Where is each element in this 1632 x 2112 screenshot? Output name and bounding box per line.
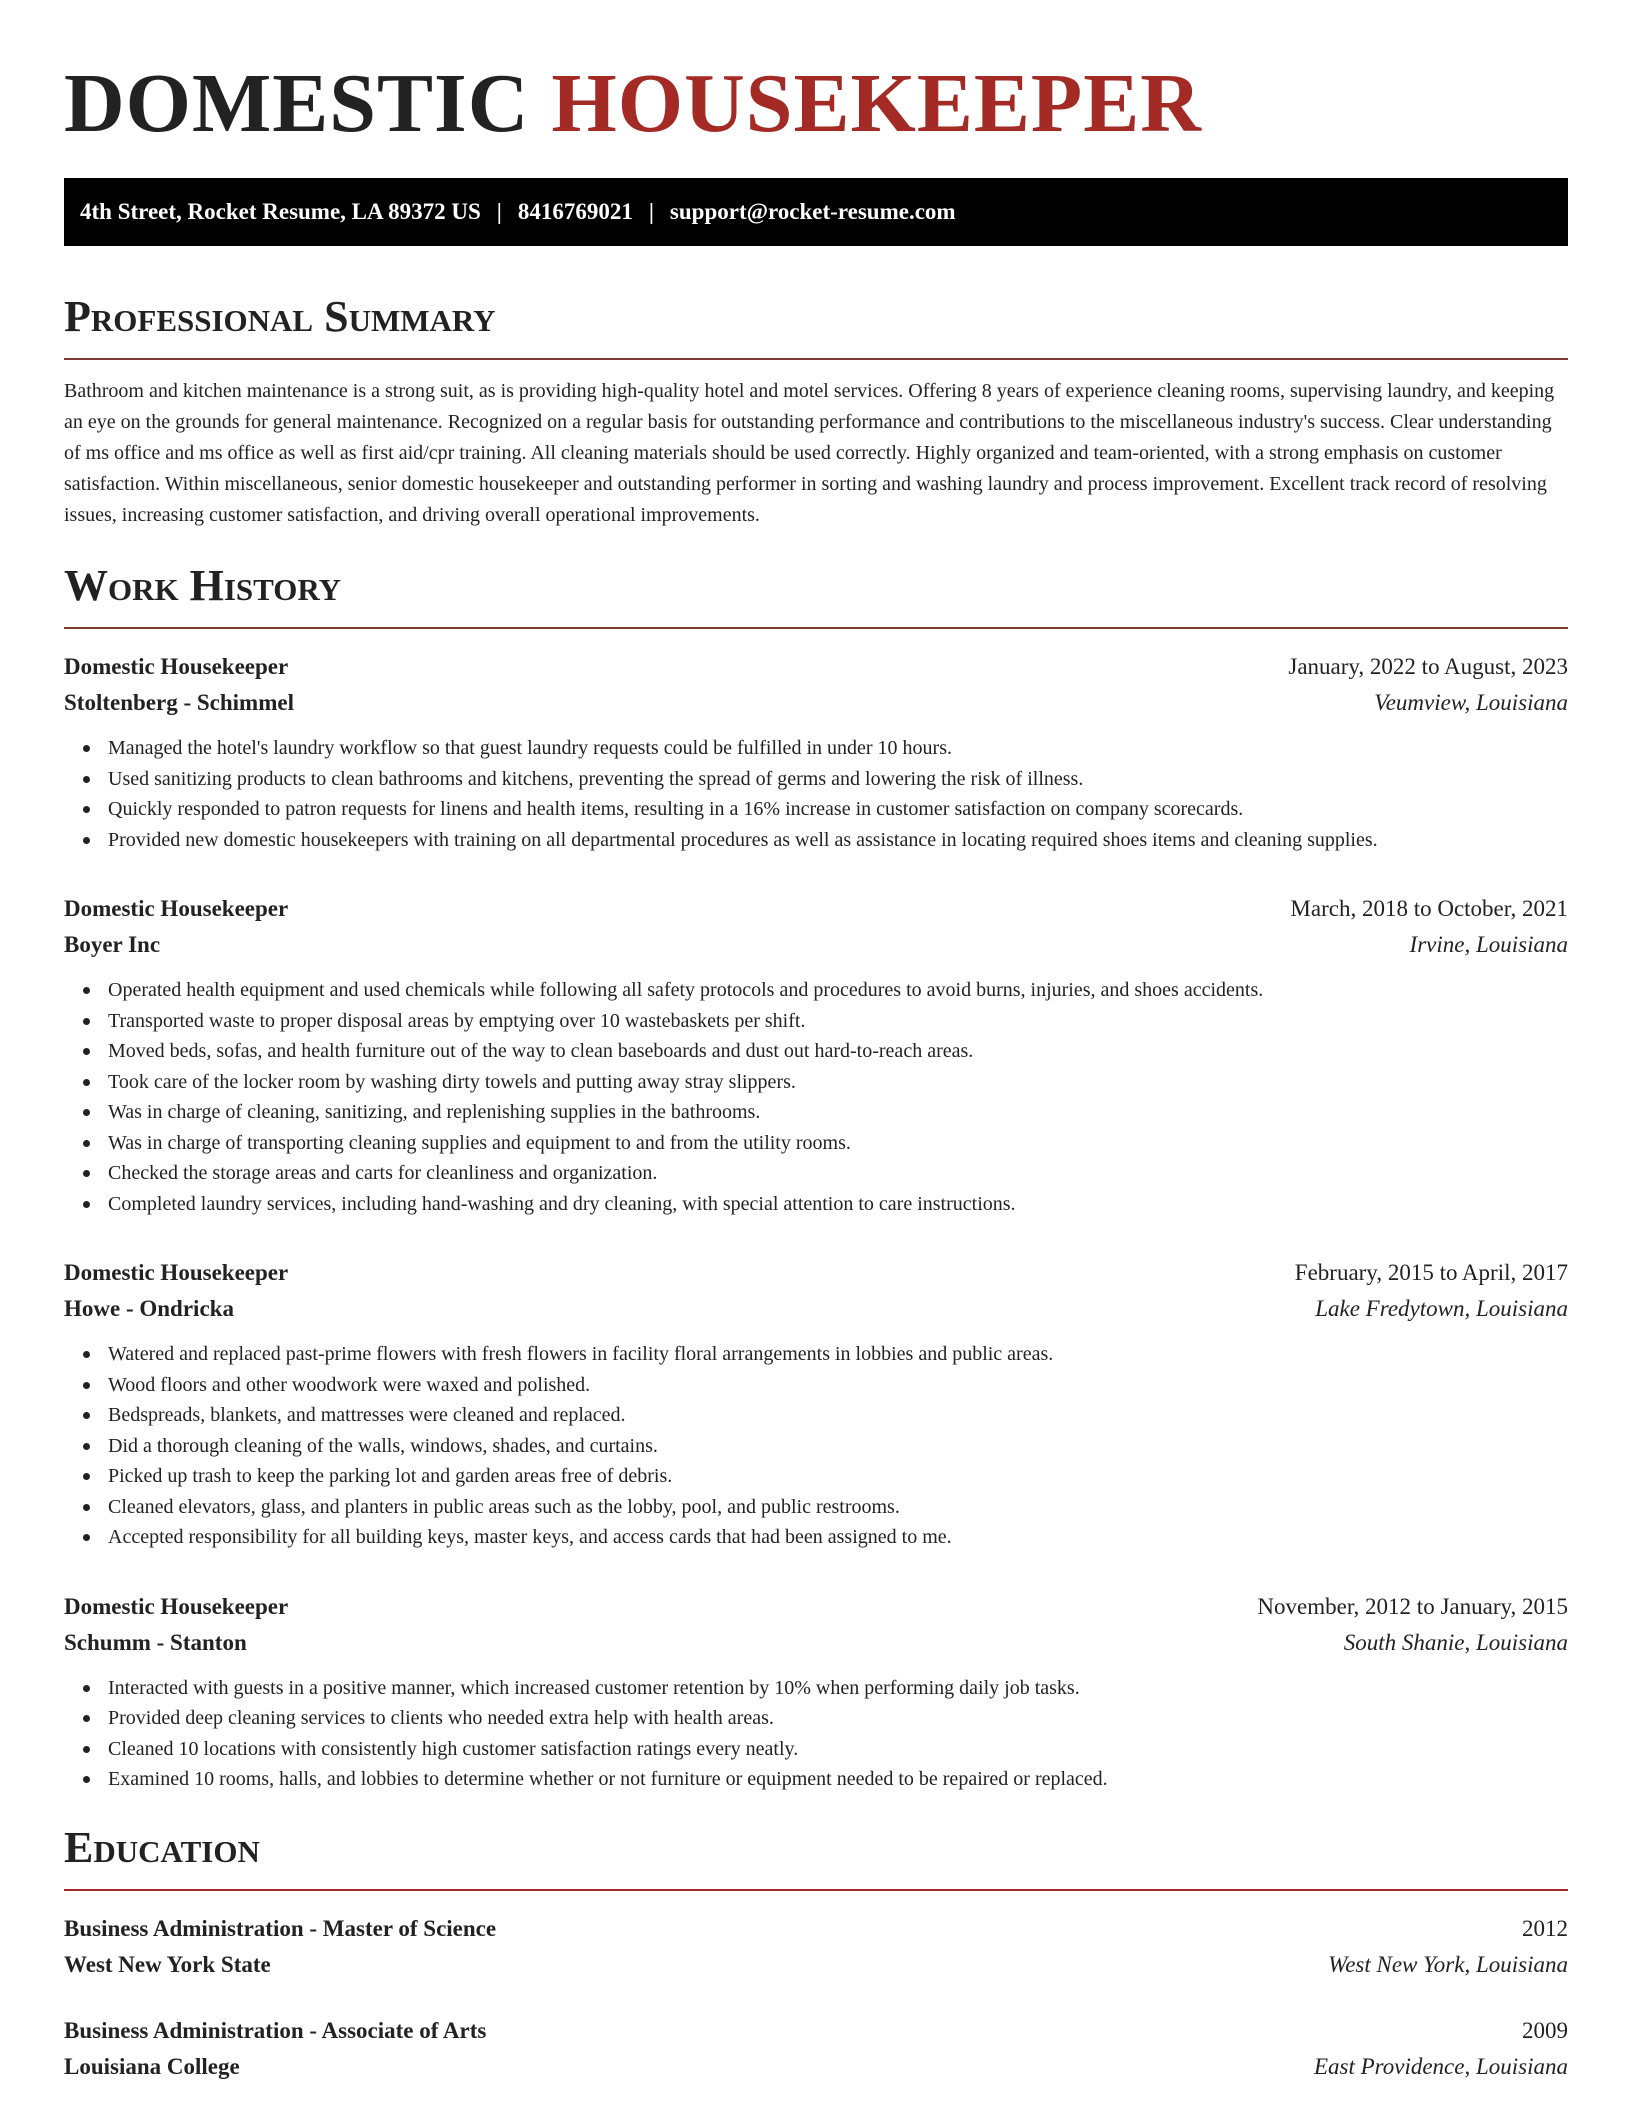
job-bullets — [64, 975, 1568, 1219]
summary-text: Bathroom and kitchen maintenance is a strong suit, as is providing high-quality hotel and motel services. Offering 8 years of experience cleaning rooms, supervising laundry, and keeping an eye on the grounds for general maintenance. Recognized on a regular basis for outstanding performance and contributions to the miscellaneous industry's success. Clear understanding of ms office and ms office as well as first aid/cpr training. All cleaning materials should be used correctly. Highly organized and team-oriented, with a strong emphasis on customer satisfaction. Within miscellaneous, senior domestic housekeeper and outstanding performer in sorting and washing laundry and process improvement. Excellent track record of resolving issues, increasing customer satisfaction, and driving overall operational improvements. — [64, 380, 1555, 526]
job-entry — [64, 1255, 1568, 1553]
job-role: Domestic Housekeeper — [64, 654, 289, 679]
job-bullets — [64, 1673, 1568, 1795]
education-school-row — [64, 2049, 1568, 2085]
job-bullet: Wood floors and other woodwork were waxed and polished. — [108, 1370, 1568, 1401]
summary-title: Professional Summary — [64, 292, 496, 341]
contact-bar — [64, 178, 1568, 246]
resume-name — [64, 58, 1568, 150]
education-year: 2009 — [1522, 2017, 1568, 2043]
job-bullet: Provided deep cleaning services to clients who needed extra help with health areas. — [108, 1703, 1568, 1734]
education-title: Education — [64, 1822, 260, 1872]
education-header-row — [64, 2013, 1568, 2049]
job-role: Domestic Housekeeper — [64, 1260, 289, 1285]
job-bullet: Took care of the locker room by washing dirty towels and putting away stray slippers. — [108, 1067, 1568, 1098]
section-divider — [64, 627, 1568, 629]
job-bullet: Provided new domestic housekeepers with training on all departmental procedures as well as assistance in locating required shoes items and cleaning supplies. — [108, 825, 1568, 856]
job-bullet: Picked up trash to keep the parking lot and garden areas free of debris. — [108, 1461, 1568, 1492]
education-school-row — [64, 1947, 1568, 1983]
contact-email: support@rocket-resume.com — [669, 199, 956, 224]
job-entry — [64, 891, 1568, 1219]
job-bullets — [64, 1339, 1568, 1553]
education-section — [64, 1823, 1568, 2085]
work-history-section — [64, 561, 1568, 1795]
job-entry — [64, 649, 1568, 855]
job-bullet: Examined 10 rooms, halls, and lobbies to determine whether or not furniture or equipment needed to be repaired or replaced. — [108, 1764, 1568, 1795]
job-location: Lake Fredytown, Louisiana — [1315, 1296, 1568, 1321]
job-bullet: Checked the storage areas and carts for cleanliness and organization. — [108, 1158, 1568, 1189]
job-entry — [64, 1589, 1568, 1795]
job-bullet: Quickly responded to patron requests for linens and health items, resulting in a 16% increase in customer satisfaction on company scorecards. — [108, 794, 1568, 825]
job-company-row — [64, 1291, 1568, 1327]
job-location: South Shanie, Louisiana — [1343, 1629, 1568, 1655]
job-header-row — [64, 891, 1568, 927]
education-school: Louisiana College — [64, 2053, 240, 2079]
job-company-row — [64, 927, 1568, 963]
job-company: Boyer Inc — [64, 932, 161, 957]
job-company: Schumm - Stanton — [64, 1629, 247, 1655]
job-company-row — [64, 685, 1568, 721]
job-company-row — [64, 1625, 1568, 1661]
education-entry — [64, 1911, 1568, 1983]
job-bullet: Moved beds, sofas, and health furniture out of the way to clean baseboards and dust out hard-to-reach areas. — [108, 1036, 1568, 1067]
contact-separator: | — [496, 199, 502, 224]
summary-section — [64, 292, 1568, 531]
work-history-title: Work History — [64, 561, 342, 610]
job-bullet: Did a thorough cleaning of the walls, windows, shades, and curtains. — [108, 1431, 1568, 1462]
job-bullet: Managed the hotel's laundry workflow so that guest laundry requests could be fulfilled in under 10 hours. — [108, 733, 1568, 764]
education-year: 2012 — [1522, 1915, 1568, 1941]
job-bullet: Accepted responsibility for all building keys, master keys, and access cards that had been assigned to me. — [108, 1522, 1568, 1553]
job-dates: February, 2015 to April, 2017 — [1294, 1260, 1568, 1285]
contact-phone: 8416769021 — [517, 199, 633, 224]
job-company: Howe - Ondricka — [64, 1296, 234, 1321]
job-bullets — [64, 733, 1568, 855]
education-school: West New York State — [64, 1951, 271, 1977]
job-dates: January, 2022 to August, 2023 — [1288, 654, 1568, 679]
job-dates: March, 2018 to October, 2021 — [1290, 896, 1568, 921]
job-location: Veumview, Louisiana — [1374, 690, 1568, 715]
job-bullet: Completed laundry services, including hand-washing and dry cleaning, with special attention to care instructions. — [108, 1189, 1568, 1220]
job-bullet: Used sanitizing products to clean bathrooms and kitchens, preventing the spread of germs and lowering the risk of illness. — [108, 764, 1568, 795]
job-header-row — [64, 1255, 1568, 1291]
education-location: West New York, Louisiana — [1328, 1951, 1568, 1977]
job-bullet: Transported waste to proper disposal areas by emptying over 10 wastebaskets per shift. — [108, 1006, 1568, 1037]
job-bullet: Cleaned 10 locations with consistently high customer satisfaction ratings every neatly. — [108, 1734, 1568, 1765]
job-role: Domestic Housekeeper — [64, 896, 289, 921]
job-bullet: Was in charge of cleaning, sanitizing, and replenishing supplies in the bathrooms. — [108, 1097, 1568, 1128]
name-first: DOMESTIC — [64, 57, 530, 150]
section-divider — [64, 358, 1568, 360]
job-role: Domestic Housekeeper — [64, 1593, 289, 1619]
job-bullet: Cleaned elevators, glass, and planters in public areas such as the lobby, pool, and public restrooms. — [108, 1492, 1568, 1523]
contact-separator: | — [648, 199, 654, 224]
job-header-row — [64, 649, 1568, 685]
job-location: Irvine, Louisiana — [1409, 932, 1568, 957]
job-header-row — [64, 1589, 1568, 1625]
job-bullet: Operated health equipment and used chemicals while following all safety protocols and procedures to avoid burns, injuries, and shoes accidents. — [108, 975, 1568, 1006]
job-bullet: Watered and replaced past-prime flowers with fresh flowers in facility floral arrangements in lobbies and public areas. — [108, 1339, 1568, 1370]
education-location: East Providence, Louisiana — [1313, 2053, 1568, 2079]
job-bullet: Interacted with guests in a positive manner, which increased customer retention by 10% when performing daily job tasks. — [108, 1673, 1568, 1704]
education-degree: Business Administration - Master of Science — [64, 1915, 497, 1941]
contact-address: 4th Street, Rocket Resume, LA 89372 US — [80, 199, 481, 224]
job-company: Stoltenberg - Schimmel — [64, 690, 294, 715]
education-header-row — [64, 1911, 1568, 1947]
job-bullet: Bedspreads, blankets, and mattresses were cleaned and replaced. — [108, 1400, 1568, 1431]
job-bullet: Was in charge of transporting cleaning supplies and equipment to and from the utility rooms. — [108, 1128, 1568, 1159]
section-divider — [64, 1889, 1568, 1891]
education-entry — [64, 2013, 1568, 2085]
name-last: HOUSEKEEPER — [551, 57, 1202, 150]
job-dates: November, 2012 to January, 2015 — [1257, 1593, 1568, 1619]
education-degree: Business Administration - Associate of Arts — [64, 2017, 487, 2043]
